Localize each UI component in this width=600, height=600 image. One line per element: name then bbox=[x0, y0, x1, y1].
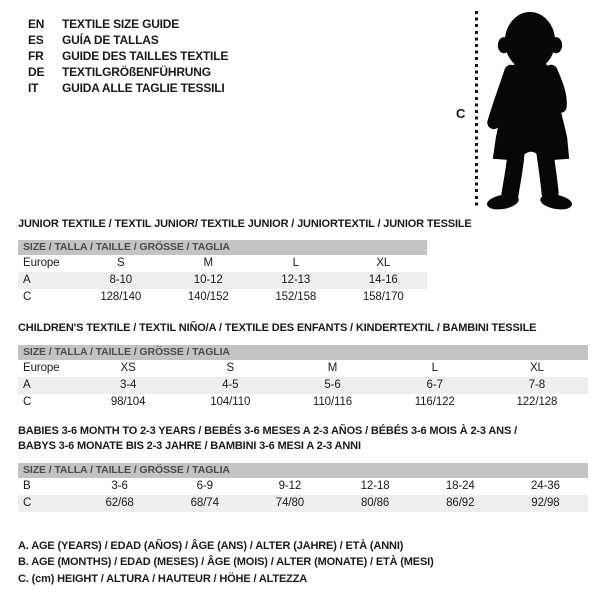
table-rows bbox=[18, 478, 588, 512]
table-cell: 24-36 bbox=[530, 480, 560, 492]
table-title-line: BABYS 3-6 MONATE BIS 2-3 JAHRE / BAMBINI 3-6 MESI A 2-3 ANNI bbox=[18, 440, 361, 452]
row-label: C bbox=[23, 497, 32, 509]
language-title-row bbox=[28, 16, 228, 32]
row-label: A bbox=[23, 274, 31, 286]
table-title-line: CHILDREN'S TEXTILE / TEXTIL NIÑO/A / TEXTILE DES ENFANTS / KINDERTEXTIL / BAMBINI TESSILE bbox=[18, 322, 537, 334]
row-label: A bbox=[23, 379, 31, 391]
table-row bbox=[18, 394, 588, 411]
language-title-row bbox=[28, 64, 228, 80]
table-rows bbox=[18, 255, 427, 306]
table-cell: 18-24 bbox=[445, 480, 475, 492]
table-cell: 9-12 bbox=[278, 480, 302, 492]
table-cell: 6-9 bbox=[196, 480, 213, 492]
table-row bbox=[18, 495, 588, 512]
table-cell: 7-8 bbox=[528, 379, 546, 391]
table-cell: XS bbox=[120, 362, 136, 374]
language-title-row bbox=[28, 48, 228, 64]
table-title bbox=[18, 321, 588, 336]
row-label: C bbox=[23, 291, 32, 303]
language-title-label: GUÍA DE TALLAS bbox=[62, 33, 159, 47]
table-cell: S bbox=[116, 257, 125, 269]
table-cell: 68/74 bbox=[190, 497, 219, 509]
table-cell: 62/68 bbox=[105, 497, 134, 509]
table-cell: 122/128 bbox=[516, 396, 558, 408]
table-cell: 152/158 bbox=[275, 291, 317, 303]
table-cell: 80/86 bbox=[360, 497, 390, 509]
language-title-label: TEXTILE SIZE GUIDE bbox=[62, 17, 180, 31]
measurement-legend bbox=[18, 538, 434, 587]
language-title-row bbox=[28, 32, 228, 48]
table-cell: XL bbox=[376, 257, 391, 269]
table-size-header: SIZE / TALLA / TAILLE / GRÖSSE / TAGLIA bbox=[18, 345, 588, 360]
table-row bbox=[18, 377, 588, 394]
table-row bbox=[18, 360, 588, 377]
children-textile-table bbox=[18, 321, 588, 411]
table-cell: 5-6 bbox=[324, 379, 341, 391]
table-cell: M bbox=[327, 362, 338, 374]
language-title-row bbox=[28, 80, 228, 96]
row-label: C bbox=[23, 396, 32, 408]
table-rows bbox=[18, 360, 588, 411]
table-size-header: SIZE / TALLA / TAILLE / GRÖSSE / TAGLIA bbox=[18, 463, 588, 478]
table-cell: 140/152 bbox=[187, 291, 229, 303]
row-label: B bbox=[23, 480, 31, 492]
language-code: IT bbox=[28, 81, 39, 95]
language-code: ES bbox=[28, 33, 44, 47]
table-row bbox=[18, 478, 588, 495]
row-label: Europe bbox=[23, 362, 60, 374]
table-size-header: SIZE / TALLA / TAILLE / GRÖSSE / TAGLIA bbox=[18, 240, 427, 255]
height-measure-label: C bbox=[456, 106, 466, 121]
table-cell: 6-7 bbox=[426, 379, 443, 391]
language-title-list bbox=[28, 16, 228, 96]
table-cell: 86/92 bbox=[446, 497, 475, 509]
table-title bbox=[18, 217, 472, 232]
table-row bbox=[18, 289, 427, 306]
table-cell: L bbox=[431, 362, 438, 374]
table-cell: 8-10 bbox=[109, 274, 133, 286]
table-title-line: BABIES 3-6 MONTH TO 2-3 YEARS / BEBÉS 3-6 MESES A 2-3 AÑOS / BÉBÉS 3-6 MOIS À 2-3 ANS / bbox=[18, 425, 517, 437]
height-measure-dotted-line bbox=[475, 11, 478, 207]
table-cell: 74/80 bbox=[275, 497, 305, 509]
legend-line: B. AGE (MONTHS) / EDAD (MESES) / ÂGE (MOIS) / ALTER (MONATE) / ETÀ (MESI) bbox=[18, 556, 434, 569]
table-cell: L bbox=[292, 257, 299, 269]
table-cell: 10-12 bbox=[193, 274, 223, 286]
legend-line: A. AGE (YEARS) / EDAD (AÑOS) / ÂGE (ANS) / ALTER (JAHRE) / ETÀ (ANNI) bbox=[18, 540, 404, 552]
legend-line: C. (cm) HEIGHT / ALTURA / HAUTEUR / HÖHE / ALTEZZA bbox=[18, 572, 308, 585]
row-label: Europe bbox=[23, 257, 60, 269]
table-cell: M bbox=[203, 257, 213, 269]
table-cell: 12-18 bbox=[360, 480, 390, 492]
table-cell: S bbox=[226, 362, 235, 374]
table-cell: 110/116 bbox=[312, 396, 353, 408]
table-cell: 158/170 bbox=[362, 291, 404, 303]
table-cell: 4-5 bbox=[222, 379, 239, 391]
table-title-line: JUNIOR TEXTILE / TEXTIL JUNIOR/ TEXTILE JUNIOR / JUNIORTEXTIL / JUNIOR TESSILE bbox=[18, 218, 472, 230]
language-code: DE bbox=[28, 65, 45, 79]
table-cell: 3-6 bbox=[111, 480, 128, 492]
table-cell: 12-13 bbox=[281, 274, 311, 286]
table-cell: 104/110 bbox=[210, 396, 251, 408]
table-cell: 14-16 bbox=[368, 274, 398, 286]
table-cell: XL bbox=[529, 362, 544, 374]
table-cell: 116/122 bbox=[414, 396, 455, 408]
language-title-label: GUIDE DES TAILLES TEXTILE bbox=[62, 49, 229, 63]
table-row bbox=[18, 255, 427, 272]
babies-textile-table bbox=[18, 424, 588, 512]
junior-textile-table bbox=[18, 217, 472, 306]
language-code: FR bbox=[28, 49, 44, 63]
table-cell: 3-4 bbox=[119, 379, 137, 391]
table-title bbox=[18, 424, 588, 454]
table-row bbox=[18, 272, 427, 289]
language-title-label: GUIDA ALLE TAGLIE TESSILI bbox=[62, 81, 225, 95]
table-cell: 92/98 bbox=[531, 497, 560, 509]
language-title-label: TEXTILGRÖßENFÜHRUNG bbox=[62, 65, 211, 79]
table-cell: 98/104 bbox=[110, 396, 146, 408]
toddler-silhouette-image bbox=[482, 5, 580, 212]
table-cell: 128/140 bbox=[100, 291, 142, 303]
language-code: EN bbox=[28, 17, 45, 31]
